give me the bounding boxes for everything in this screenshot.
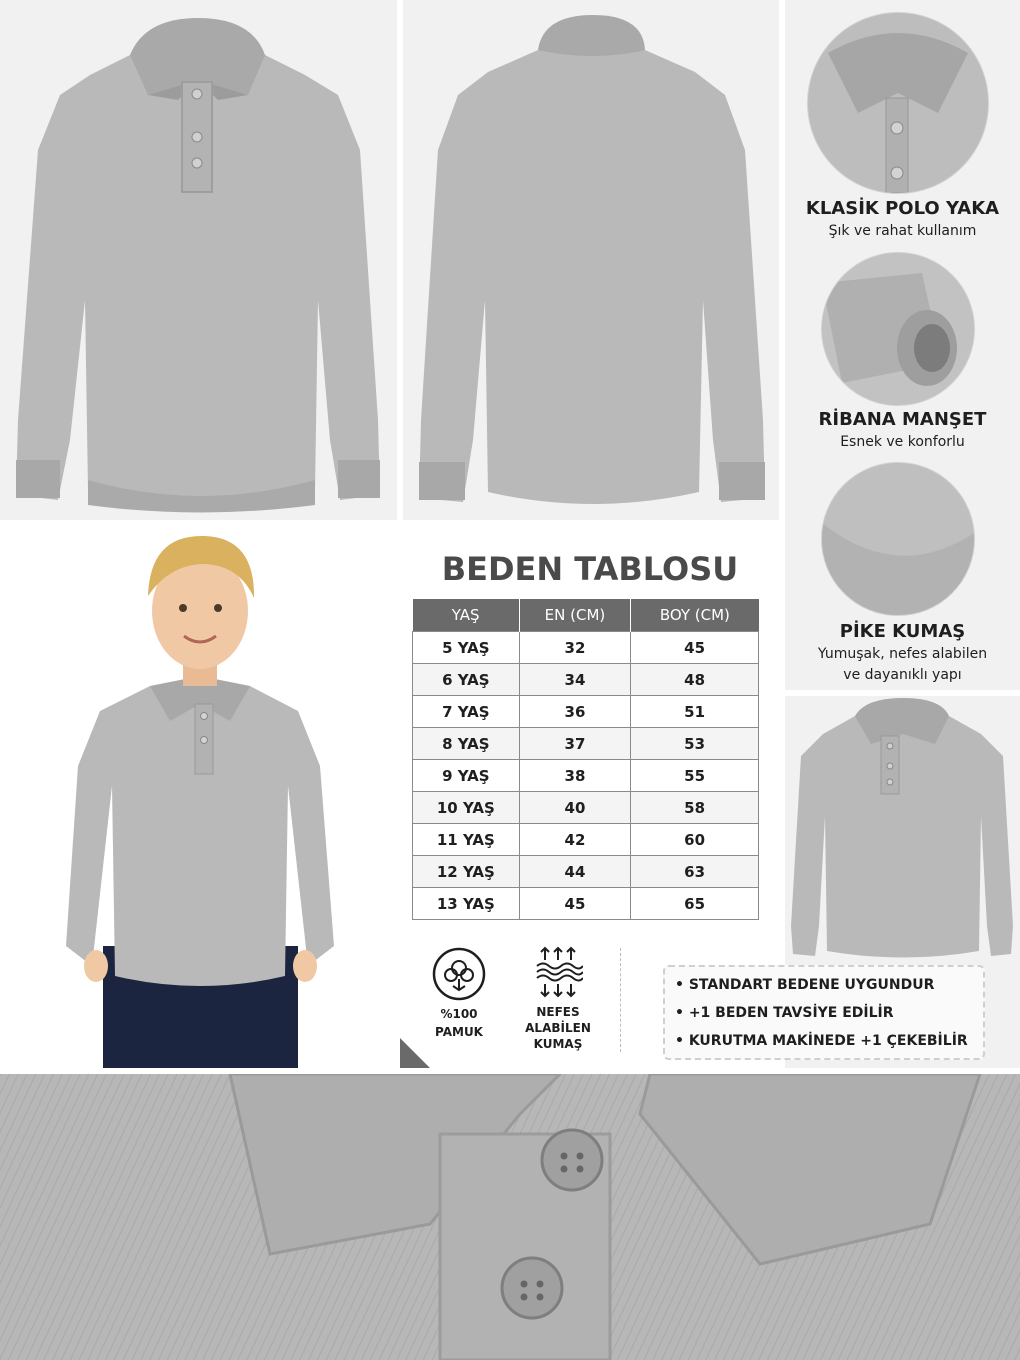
- breathable-badge: [520, 946, 596, 1056]
- cotton-badge: [423, 946, 495, 1046]
- breathable-label-1: NEFES: [536, 1005, 580, 1019]
- cell-width: 36: [519, 696, 631, 728]
- cell-age: 12 YAŞ: [413, 856, 520, 888]
- column-header-age: YAŞ: [413, 599, 520, 632]
- model-photo: [0, 526, 397, 1068]
- collar-icon: [808, 13, 988, 193]
- cell-age: 6 YAŞ: [413, 664, 520, 696]
- polo-front-image: [0, 0, 397, 520]
- cell-length: 53: [631, 728, 759, 760]
- cell-length: 45: [631, 632, 759, 664]
- cotton-label-2: PAMUK: [435, 1025, 483, 1039]
- cell-width: 38: [519, 760, 631, 792]
- feature-title-fabric: PİKE KUMAŞ: [839, 621, 966, 642]
- table-row: [413, 888, 759, 920]
- feature-title-cuff: RİBANA MANŞET: [818, 409, 987, 430]
- cuff-detail-image: [821, 252, 975, 406]
- cell-width: 45: [519, 888, 631, 920]
- cell-length: 60: [631, 824, 759, 856]
- cuff-icon: [822, 253, 974, 405]
- cell-length: 63: [631, 856, 759, 888]
- fabric-detail-image: [821, 462, 975, 616]
- cell-width: 34: [519, 664, 631, 696]
- cell-width: 37: [519, 728, 631, 760]
- cell-length: 65: [631, 888, 759, 920]
- closeup-panel: [0, 1074, 1020, 1360]
- breathable-label-2: ALABİLEN: [525, 1021, 591, 1035]
- cell-age: 13 YAŞ: [413, 888, 520, 920]
- collar-detail-image: [807, 12, 989, 194]
- size-chart-title: BEDEN TABLOSU: [441, 550, 739, 588]
- table-row: [413, 856, 759, 888]
- breathable-fabric-icon: [533, 946, 583, 998]
- cell-width: 40: [519, 792, 631, 824]
- table-row: [413, 760, 759, 792]
- cotton-icon: [431, 946, 487, 1002]
- note-size-up: • +1 BEDEN TAVSİYE EDİLİR: [675, 1005, 894, 1021]
- fabric-closeup-image: [0, 1074, 1020, 1360]
- cell-length: 51: [631, 696, 759, 728]
- feature-subtitle-collar: Şık ve rahat kullanım: [828, 223, 977, 239]
- feature-title-collar: KLASİK POLO YAKA: [805, 198, 1000, 219]
- column-header-width: EN (CM): [519, 599, 631, 632]
- table-row: [413, 728, 759, 760]
- model-panel: [0, 526, 397, 1068]
- cell-length: 48: [631, 664, 759, 696]
- feature-subtitle-cuff: Esnek ve konforlu: [840, 434, 965, 450]
- badge-divider: [620, 948, 621, 1052]
- cell-age: 9 YAŞ: [413, 760, 520, 792]
- size-notes-box: [663, 965, 985, 1060]
- table-row: [413, 824, 759, 856]
- cell-age: 11 YAŞ: [413, 824, 520, 856]
- cell-width: 42: [519, 824, 631, 856]
- table-row: [413, 632, 759, 664]
- cell-width: 32: [519, 632, 631, 664]
- cell-age: 7 YAŞ: [413, 696, 520, 728]
- note-dryer-shrink: • KURUTMA MAKİNEDE +1 ÇEKEBİLİR: [675, 1033, 968, 1049]
- table-row: [413, 696, 759, 728]
- cell-age: 8 YAŞ: [413, 728, 520, 760]
- back-view-panel: [403, 0, 779, 520]
- column-header-length: BOY (CM): [631, 599, 759, 632]
- table-row: [413, 664, 759, 696]
- cell-length: 55: [631, 760, 759, 792]
- feature-subtitle-fabric-1: Yumuşak, nefes alabilen: [817, 646, 988, 662]
- table-row: [413, 792, 759, 824]
- cell-length: 58: [631, 792, 759, 824]
- cell-width: 44: [519, 856, 631, 888]
- size-chart-table: [412, 599, 759, 920]
- feature-subtitle-fabric-2: ve dayanıklı yapı: [843, 667, 962, 683]
- polo-back-image: [403, 0, 779, 520]
- features-panel: [785, 0, 1020, 690]
- note-standard-size: • STANDART BEDENE UYGUNDUR: [675, 977, 935, 993]
- fabric-icon: [822, 463, 974, 615]
- cotton-label-1: %100: [440, 1007, 478, 1021]
- table-header-row: [413, 599, 759, 632]
- breathable-label-3: KUMAŞ: [533, 1037, 583, 1051]
- small-polo-image: [785, 696, 1020, 966]
- cell-age: 10 YAŞ: [413, 792, 520, 824]
- front-view-panel: [0, 0, 397, 520]
- cell-age: 5 YAŞ: [413, 632, 520, 664]
